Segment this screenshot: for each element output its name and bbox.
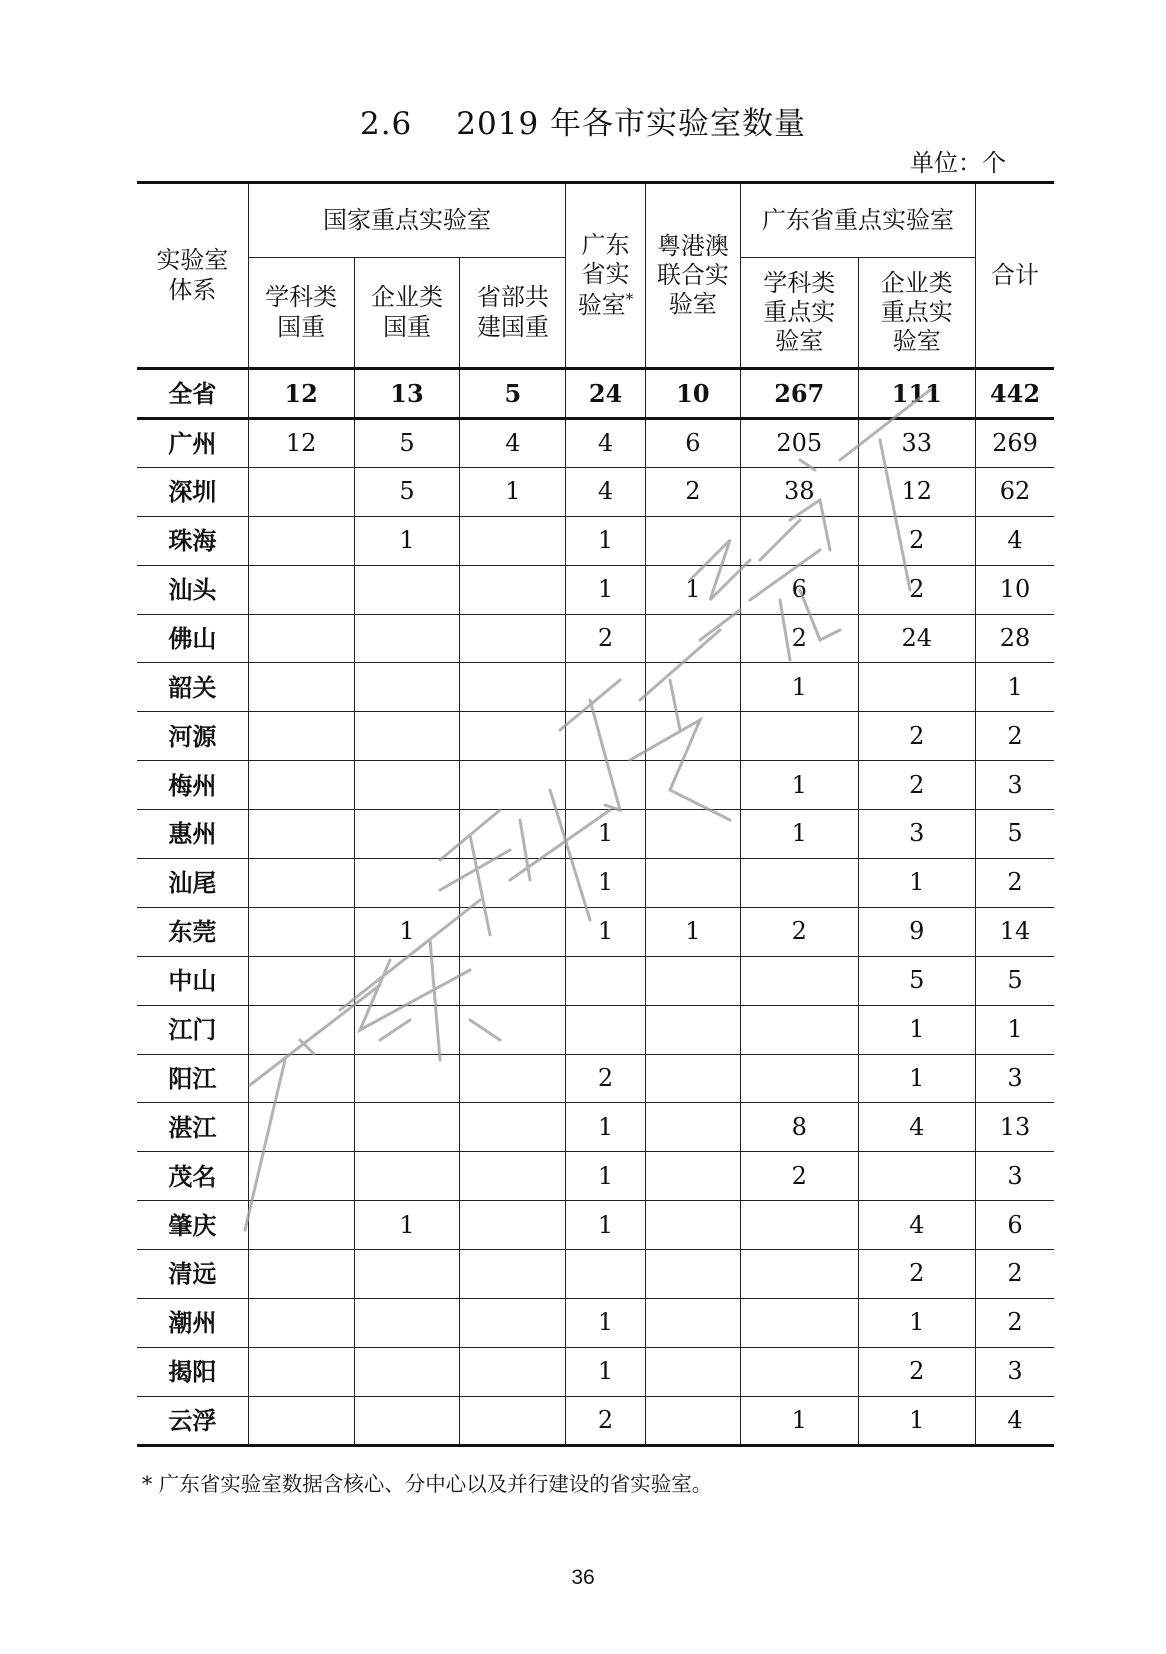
cell-nat-enterprise: [354, 1005, 460, 1054]
cell-gd-academic: 2: [741, 614, 859, 663]
cell-gd-provincial: 2: [566, 1054, 645, 1103]
cell-nat-academic: [248, 1201, 354, 1250]
cell-gba-joint: [645, 1103, 740, 1152]
cell-nat-prov-ministry: 5: [460, 369, 566, 419]
cell-gd-provincial: [566, 663, 645, 712]
cell-gd-academic: [741, 1347, 859, 1396]
cell-gd-enterprise: 1: [858, 1396, 976, 1445]
cell-gd-academic: [741, 1005, 859, 1054]
section-number: 2.6: [359, 106, 413, 142]
cell-nat-academic: [248, 859, 354, 908]
cell-total: 28: [976, 614, 1054, 663]
cell-nat-enterprise: [354, 712, 460, 761]
cell-nat-prov-ministry: [460, 663, 566, 712]
cell-nat-academic: 12: [248, 369, 354, 419]
table-row: [137, 1103, 1054, 1152]
cell-gd-provincial: 1: [566, 1347, 645, 1396]
cell-total: 2: [976, 712, 1054, 761]
cell-nat-prov-ministry: [460, 516, 566, 565]
cell-total: 2: [976, 859, 1054, 908]
cell-gd-provincial: 1: [566, 859, 645, 908]
cell-nat-academic: [248, 761, 354, 810]
row-city-name: 佛山: [137, 614, 248, 663]
table-row: [137, 1250, 1054, 1299]
cell-gba-joint: [645, 956, 740, 1005]
cell-gba-joint: [645, 859, 740, 908]
cell-gd-provincial: 4: [566, 467, 645, 516]
cell-gba-joint: [645, 761, 740, 810]
cell-gd-academic: 1: [741, 663, 859, 712]
cell-total: 13: [976, 1103, 1054, 1152]
cell-gd-enterprise: 3: [858, 810, 976, 859]
row-city-name: 梅州: [137, 761, 248, 810]
cell-gba-joint: 1: [645, 565, 740, 614]
cell-gd-enterprise: 2: [858, 516, 976, 565]
table-row: [137, 1396, 1054, 1445]
footnote: * 广东省实验室数据含核心、分中心以及并行建设的省实验室。: [142, 1472, 713, 1496]
cell-total: 442: [976, 369, 1054, 419]
cell-nat-enterprise: [354, 1250, 460, 1299]
table-body: [137, 369, 1054, 1446]
cell-gba-joint: 2: [645, 467, 740, 516]
cell-gba-joint: 10: [645, 369, 740, 419]
cell-gd-academic: 2: [741, 1152, 859, 1201]
header-system: 实验室 体系: [137, 183, 248, 369]
cell-nat-enterprise: 1: [354, 907, 460, 956]
header-gd-enterprise: 企业类 重点实 验室: [858, 258, 976, 369]
cell-gd-provincial: 1: [566, 1299, 645, 1348]
cell-nat-prov-ministry: [460, 565, 566, 614]
row-city-name: 清远: [137, 1250, 248, 1299]
cell-nat-academic: [248, 810, 354, 859]
table-row: [137, 1054, 1054, 1103]
cell-gba-joint: [645, 1201, 740, 1250]
cell-nat-academic: [248, 1054, 354, 1103]
row-city-name: 潮州: [137, 1299, 248, 1348]
cell-nat-enterprise: 13: [354, 369, 460, 419]
cell-nat-academic: [248, 1347, 354, 1396]
cell-nat-prov-ministry: [460, 1103, 566, 1152]
cell-nat-enterprise: [354, 956, 460, 1005]
cell-total: 10: [976, 565, 1054, 614]
cell-gd-enterprise: 4: [858, 1201, 976, 1250]
cell-total: 3: [976, 761, 1054, 810]
cell-nat-enterprise: [354, 663, 460, 712]
table-row: [137, 1347, 1054, 1396]
cell-gd-academic: 1: [741, 761, 859, 810]
cell-gd-academic: [741, 1054, 859, 1103]
cell-nat-enterprise: 1: [354, 1201, 460, 1250]
row-city-name: 东莞: [137, 907, 248, 956]
cell-gd-enterprise: [858, 663, 976, 712]
table-row: [137, 907, 1054, 956]
cell-gba-joint: [645, 1299, 740, 1348]
header-national-group: 国家重点实验室: [248, 183, 566, 258]
cell-total: 3: [976, 1347, 1054, 1396]
row-city-name: 汕尾: [137, 859, 248, 908]
header-nat-academic: 学科类 国重: [248, 258, 354, 369]
cell-gd-academic: 6: [741, 565, 859, 614]
cell-gba-joint: [645, 614, 740, 663]
row-city-name: 中山: [137, 956, 248, 1005]
cell-gd-provincial: 1: [566, 1201, 645, 1250]
cell-gd-academic: 1: [741, 810, 859, 859]
row-city-name: 茂名: [137, 1152, 248, 1201]
cell-gd-academic: [741, 516, 859, 565]
cell-gba-joint: [645, 663, 740, 712]
header-total: 合计: [976, 183, 1054, 369]
cell-nat-enterprise: [354, 810, 460, 859]
cell-gd-enterprise: 33: [858, 419, 976, 468]
row-city-name: 汕头: [137, 565, 248, 614]
table-row: [137, 419, 1054, 468]
table-row: [137, 1005, 1054, 1054]
cell-gd-enterprise: 2: [858, 1250, 976, 1299]
table-row: [137, 663, 1054, 712]
row-city-name: 广州: [137, 419, 248, 468]
cell-gd-enterprise: 1: [858, 1054, 976, 1103]
cell-gba-joint: [645, 1250, 740, 1299]
cell-gba-joint: [645, 1396, 740, 1445]
table-row: [137, 467, 1054, 516]
cell-nat-academic: [248, 1152, 354, 1201]
cell-nat-enterprise: [354, 614, 460, 663]
cell-gd-provincial: 24: [566, 369, 645, 419]
row-city-name: 珠海: [137, 516, 248, 565]
table-row: [137, 712, 1054, 761]
cell-gd-academic: 267: [741, 369, 859, 419]
table-row-total: [137, 369, 1054, 419]
row-city-name: 云浮: [137, 1396, 248, 1445]
cell-nat-enterprise: [354, 1396, 460, 1445]
header-nat-enterprise: 企业类 国重: [354, 258, 460, 369]
row-city-name: 揭阳: [137, 1347, 248, 1396]
cell-nat-enterprise: [354, 1103, 460, 1152]
cell-nat-prov-ministry: [460, 761, 566, 810]
cell-nat-academic: [248, 1299, 354, 1348]
cell-gd-academic: 2: [741, 907, 859, 956]
cell-total: 14: [976, 907, 1054, 956]
cell-nat-prov-ministry: [460, 614, 566, 663]
row-city-name: 惠州: [137, 810, 248, 859]
cell-gd-enterprise: 24: [858, 614, 976, 663]
row-city-name: 韶关: [137, 663, 248, 712]
cell-gd-provincial: 1: [566, 516, 645, 565]
cell-total: 2: [976, 1299, 1054, 1348]
table-row: [137, 810, 1054, 859]
header-gd-provincial: [566, 183, 645, 369]
table-row: [137, 516, 1054, 565]
cell-total: 2: [976, 1250, 1054, 1299]
unit-label: 单位：个: [910, 149, 1006, 177]
cell-gd-enterprise: 9: [858, 907, 976, 956]
cell-total: 1: [976, 1005, 1054, 1054]
cell-nat-academic: [248, 1250, 354, 1299]
cell-gd-enterprise: 1: [858, 1299, 976, 1348]
cell-gd-provincial: 2: [566, 614, 645, 663]
cell-gd-enterprise: 2: [858, 1347, 976, 1396]
table-row: [137, 1201, 1054, 1250]
cell-nat-academic: [248, 467, 354, 516]
cell-nat-academic: [248, 1396, 354, 1445]
cell-nat-enterprise: 5: [354, 419, 460, 468]
cell-nat-prov-ministry: [460, 1201, 566, 1250]
cell-gd-provincial: 2: [566, 1396, 645, 1445]
cell-total: 3: [976, 1152, 1054, 1201]
cell-nat-prov-ministry: [460, 956, 566, 1005]
cell-total: 1: [976, 663, 1054, 712]
cell-gd-academic: 38: [741, 467, 859, 516]
cell-gd-provincial: 1: [566, 1152, 645, 1201]
cell-total: 5: [976, 810, 1054, 859]
cell-gd-academic: [741, 859, 859, 908]
cell-gd-academic: [741, 1299, 859, 1348]
cell-nat-academic: [248, 907, 354, 956]
cell-nat-enterprise: [354, 1152, 460, 1201]
cell-gd-enterprise: 12: [858, 467, 976, 516]
cell-nat-prov-ministry: [460, 859, 566, 908]
cell-gd-enterprise: 111: [858, 369, 976, 419]
table-row: [137, 614, 1054, 663]
cell-gd-enterprise: 2: [858, 712, 976, 761]
cell-nat-prov-ministry: [460, 1299, 566, 1348]
cell-gd-provincial: 1: [566, 810, 645, 859]
cell-nat-academic: [248, 663, 354, 712]
cell-total: 269: [976, 419, 1054, 468]
cell-gd-provincial: [566, 761, 645, 810]
cell-gd-enterprise: 5: [858, 956, 976, 1005]
cell-gd-provincial: [566, 956, 645, 1005]
cell-total: 4: [976, 516, 1054, 565]
cell-nat-prov-ministry: [460, 1396, 566, 1445]
cell-gba-joint: [645, 1347, 740, 1396]
cell-gd-provincial: [566, 712, 645, 761]
header-gd-key-group: 广东省重点实验室: [741, 183, 976, 258]
header-gd-provincial-text: 广东 省实 验室: [577, 231, 630, 319]
cell-nat-academic: 12: [248, 419, 354, 468]
cell-gd-provincial: 1: [566, 907, 645, 956]
cell-nat-prov-ministry: [460, 810, 566, 859]
cell-total: 3: [976, 1054, 1054, 1103]
cell-gd-provincial: 1: [566, 565, 645, 614]
table-row: [137, 859, 1054, 908]
row-city-name: 全省: [137, 369, 248, 419]
cell-gd-enterprise: 2: [858, 761, 976, 810]
cell-total: 6: [976, 1201, 1054, 1250]
page-number: 36: [571, 1566, 595, 1589]
cell-gd-provincial: [566, 1005, 645, 1054]
cell-gd-enterprise: 4: [858, 1103, 976, 1152]
cell-nat-prov-ministry: [460, 1005, 566, 1054]
cell-gd-academic: [741, 956, 859, 1005]
cell-gd-provincial: 1: [566, 1103, 645, 1152]
cell-nat-prov-ministry: [460, 1347, 566, 1396]
table-row: [137, 565, 1054, 614]
table-row: [137, 761, 1054, 810]
cell-total: 5: [976, 956, 1054, 1005]
row-city-name: 河源: [137, 712, 248, 761]
header-nat-prov-ministry: 省部共 建国重: [460, 258, 566, 369]
cell-nat-prov-ministry: [460, 1054, 566, 1103]
cell-nat-enterprise: 1: [354, 516, 460, 565]
cell-gba-joint: 6: [645, 419, 740, 468]
footnote-mark: *: [625, 289, 634, 308]
cell-gd-academic: 8: [741, 1103, 859, 1152]
cell-gd-provincial: [566, 1250, 645, 1299]
cell-nat-academic: [248, 1005, 354, 1054]
cell-nat-academic: [248, 956, 354, 1005]
cell-nat-prov-ministry: [460, 1250, 566, 1299]
header-gd-academic: 学科类 重点实 验室: [741, 258, 859, 369]
cell-nat-prov-ministry: 1: [460, 467, 566, 516]
title-text: 2019 年各市实验室数量: [456, 106, 807, 142]
cell-gd-academic: [741, 1201, 859, 1250]
cell-nat-enterprise: [354, 761, 460, 810]
cell-nat-enterprise: [354, 1299, 460, 1348]
cell-gba-joint: [645, 1054, 740, 1103]
cell-nat-enterprise: [354, 859, 460, 908]
cell-total: 4: [976, 1396, 1054, 1445]
cell-gba-joint: [645, 1152, 740, 1201]
cell-nat-academic: [248, 565, 354, 614]
row-city-name: 深圳: [137, 467, 248, 516]
lab-count-table: [137, 181, 1054, 1447]
cell-gd-academic: 205: [741, 419, 859, 468]
cell-nat-prov-ministry: [460, 712, 566, 761]
cell-gba-joint: [645, 712, 740, 761]
page-title: [0, 98, 1166, 143]
row-city-name: 江门: [137, 1005, 248, 1054]
cell-nat-prov-ministry: 4: [460, 419, 566, 468]
cell-gd-academic: [741, 1250, 859, 1299]
cell-nat-prov-ministry: [460, 1152, 566, 1201]
cell-nat-academic: [248, 1103, 354, 1152]
cell-nat-enterprise: 5: [354, 467, 460, 516]
cell-gd-academic: [741, 712, 859, 761]
cell-nat-academic: [248, 516, 354, 565]
header-gba-joint: 粤港澳 联合实 验室: [645, 183, 740, 369]
table-row: [137, 956, 1054, 1005]
cell-gd-academic: 1: [741, 1396, 859, 1445]
cell-nat-prov-ministry: [460, 907, 566, 956]
cell-nat-academic: [248, 712, 354, 761]
cell-total: 62: [976, 467, 1054, 516]
cell-gba-joint: [645, 516, 740, 565]
cell-gd-enterprise: [858, 1152, 976, 1201]
cell-gba-joint: [645, 1005, 740, 1054]
cell-gba-joint: [645, 810, 740, 859]
cell-gd-enterprise: 1: [858, 1005, 976, 1054]
table-row: [137, 1152, 1054, 1201]
cell-gba-joint: 1: [645, 907, 740, 956]
row-city-name: 肇庆: [137, 1201, 248, 1250]
cell-nat-enterprise: [354, 1347, 460, 1396]
cell-gd-provincial: 4: [566, 419, 645, 468]
cell-nat-academic: [248, 614, 354, 663]
cell-nat-enterprise: [354, 1054, 460, 1103]
cell-nat-enterprise: [354, 565, 460, 614]
row-city-name: 阳江: [137, 1054, 248, 1103]
cell-gd-enterprise: 1: [858, 859, 976, 908]
cell-gd-enterprise: 2: [858, 565, 976, 614]
row-city-name: 湛江: [137, 1103, 248, 1152]
table-row: [137, 1299, 1054, 1348]
